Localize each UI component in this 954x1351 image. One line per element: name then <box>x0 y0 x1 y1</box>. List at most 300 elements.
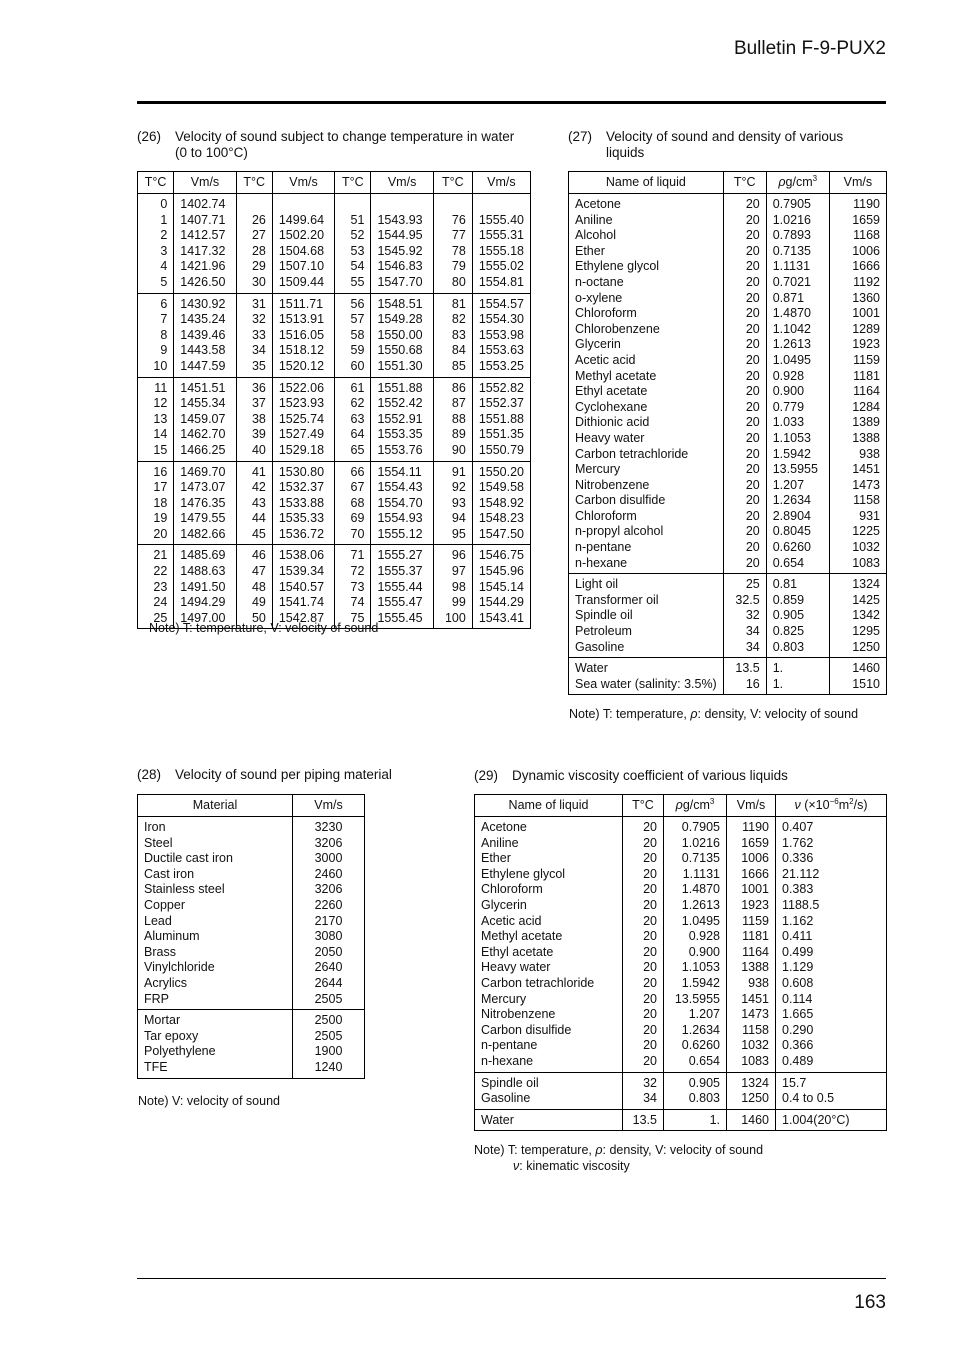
temperature: 13.5 <box>623 1109 664 1131</box>
density: 0.900 <box>664 945 727 961</box>
t26-temp-cell: 69 <box>335 511 371 527</box>
t26-temp-cell: 9 <box>160 343 168 358</box>
table-row <box>569 213 887 229</box>
density: 13.5955 <box>664 992 727 1008</box>
t26-velocity-cell: 1447.59 <box>174 359 236 377</box>
table-row <box>138 293 531 312</box>
table-row <box>138 228 531 244</box>
t26-velocity-cell: 1532.37 <box>272 480 334 496</box>
kinematic-viscosity: 1.004(20°C) <box>776 1109 887 1131</box>
velocity: 1900 <box>293 1044 365 1060</box>
liquid-name: Water <box>575 661 608 676</box>
t27-rho-exp: 3 <box>812 173 818 183</box>
t26-temp-cell: 35 <box>236 359 272 377</box>
density: 1.0216 <box>766 213 829 229</box>
t26-temp-cell: 40 <box>236 443 272 461</box>
t26-temp-cell: 25 <box>153 610 168 625</box>
table-row <box>475 851 887 867</box>
t26-velocity-cell: 1554.30 <box>472 312 530 328</box>
density: 0.7021 <box>766 275 829 291</box>
t26-header-col-5: Vm/s <box>371 172 433 194</box>
liquid-name: Dithionic acid <box>575 415 650 430</box>
t27-group <box>569 574 887 658</box>
t29-header-t: T°C <box>623 795 664 817</box>
t26-temp-cell: 3 <box>160 243 168 258</box>
t27-note-prefix: Note) T: temperature, <box>569 707 691 721</box>
table-row <box>475 914 887 930</box>
t26-temp-cell: 67 <box>335 480 371 496</box>
table-28-note: Note) V: velocity of sound <box>138 1094 280 1108</box>
velocity: 1190 <box>829 194 886 213</box>
t26-temp-cell: 43 <box>236 496 272 512</box>
table-row <box>569 447 887 463</box>
t26-temp-cell: 26 <box>236 213 272 229</box>
density: 1.2613 <box>664 898 727 914</box>
t26-temp-cell: 19 <box>153 511 168 526</box>
liquid-name: Chloroform <box>575 508 637 523</box>
t26-temp-cell <box>236 194 272 213</box>
table-29-number: (29) <box>474 768 499 783</box>
t26-velocity-cell: 1550.79 <box>472 443 530 461</box>
table-row <box>569 228 887 244</box>
t26-velocity-cell: 1488.63 <box>174 564 236 580</box>
t26-velocity-cell: 1502.20 <box>272 228 334 244</box>
density: 1.2634 <box>766 493 829 509</box>
velocity: 2050 <box>293 945 365 961</box>
t26-velocity-cell: 1529.18 <box>272 443 334 461</box>
density: 1. <box>766 658 829 677</box>
temperature: 20 <box>623 1054 664 1072</box>
t26-velocity-cell: 1497.00 <box>174 611 236 629</box>
density: 1.0495 <box>664 914 727 930</box>
velocity: 1360 <box>829 291 886 307</box>
liquid-name: o-xylene <box>575 290 623 305</box>
t26-group <box>138 377 531 461</box>
t26-velocity-cell: 1520.12 <box>272 359 334 377</box>
t26-group <box>138 194 531 294</box>
temperature: 32.5 <box>723 593 766 609</box>
t26-temp-cell: 93 <box>433 496 472 512</box>
table-row <box>138 545 531 564</box>
table-row <box>138 377 531 396</box>
t26-temp-cell: 96 <box>433 545 472 564</box>
t26-velocity-cell: 1527.49 <box>272 427 334 443</box>
temperature: 20 <box>723 213 766 229</box>
table-row <box>138 1044 365 1060</box>
table-row <box>138 945 365 961</box>
table-28-piping-material <box>137 794 365 1079</box>
temperature: 20 <box>723 259 766 275</box>
velocity: 1240 <box>293 1060 365 1078</box>
table-row <box>138 527 531 545</box>
temperature: 20 <box>723 384 766 400</box>
velocity: 2640 <box>293 960 365 976</box>
temperature: 20 <box>723 353 766 369</box>
t27-group <box>569 194 887 574</box>
liquid-name: Sea water (salinity: 3.5%) <box>575 676 717 691</box>
liquid-name: n-hexane <box>575 555 628 570</box>
table-row <box>138 412 531 428</box>
table-row <box>138 960 365 976</box>
velocity: 1666 <box>727 867 776 883</box>
t26-temp-cell: 75 <box>335 611 371 629</box>
temperature: 34 <box>623 1091 664 1109</box>
temperature: 32 <box>623 1072 664 1091</box>
t26-temp-cell: 62 <box>335 396 371 412</box>
t29-nu-pre: (×10 <box>800 797 830 812</box>
table-row <box>569 275 887 291</box>
t26-temp-cell: 60 <box>335 359 371 377</box>
velocity: 1159 <box>727 914 776 930</box>
t26-velocity-cell: 1552.91 <box>371 412 433 428</box>
table-row <box>138 275 531 293</box>
t27-header-v: Vm/s <box>829 172 886 194</box>
t29-header-v: Vm/s <box>727 795 776 817</box>
t26-temp-cell: 31 <box>236 293 272 312</box>
density: 0.803 <box>766 640 829 658</box>
t26-velocity-cell: 1518.12 <box>272 343 334 359</box>
table-row <box>138 836 365 852</box>
t28-header-v: Vm/s <box>293 795 365 817</box>
temperature: 20 <box>623 882 664 898</box>
t29-rho-exp: 3 <box>709 796 715 806</box>
velocity: 1192 <box>829 275 886 291</box>
t26-velocity-cell: 1555.02 <box>472 259 530 275</box>
table-29-caption <box>474 768 874 784</box>
t26-velocity-cell: 1476.35 <box>174 496 236 512</box>
velocity: 1324 <box>727 1072 776 1091</box>
t26-velocity-cell: 1516.05 <box>272 328 334 344</box>
table-row <box>569 369 887 385</box>
liquid-name: Aniline <box>481 835 519 850</box>
t26-temp-cell: 7 <box>160 312 168 327</box>
t26-temp-cell: 22 <box>153 564 168 579</box>
density: 0.905 <box>664 1072 727 1091</box>
t26-velocity-cell: 1553.63 <box>472 343 530 359</box>
t26-velocity-cell: 1455.34 <box>174 396 236 412</box>
temperature: 20 <box>723 337 766 353</box>
density: 0.859 <box>766 593 829 609</box>
table-row <box>475 836 887 852</box>
t26-velocity-cell: 1545.96 <box>472 564 530 580</box>
table-row <box>138 1010 365 1029</box>
temperature: 20 <box>723 291 766 307</box>
t26-velocity-cell: 1555.18 <box>472 244 530 260</box>
t26-velocity-cell <box>371 194 433 213</box>
velocity: 1159 <box>829 353 886 369</box>
t26-temp-cell: 92 <box>433 480 472 496</box>
t26-velocity-cell: 1462.70 <box>174 427 236 443</box>
table-row <box>138 564 531 580</box>
liquid-name: Chlorobenzene <box>575 321 660 336</box>
table-row <box>475 960 887 976</box>
t26-velocity-cell: 1535.33 <box>272 511 334 527</box>
t26-temp-cell: 58 <box>335 328 371 344</box>
t26-velocity-cell: 1555.27 <box>371 545 433 564</box>
t29-nu-exp1: −6 <box>829 796 839 806</box>
liquid-name: Ethyl acetate <box>575 384 648 399</box>
t26-temp-cell: 36 <box>236 377 272 396</box>
table-row <box>138 461 531 480</box>
temperature: 34 <box>723 624 766 640</box>
table-row <box>138 443 531 461</box>
table-row <box>569 658 887 677</box>
velocity: 1032 <box>829 540 886 556</box>
t26-velocity-cell: 1554.57 <box>472 293 530 312</box>
t26-velocity-cell: 1554.11 <box>371 461 433 480</box>
t26-temp-cell: 10 <box>153 358 168 373</box>
t26-temp-cell <box>433 194 472 213</box>
velocity: 1324 <box>829 574 886 593</box>
t26-velocity-cell: 1555.45 <box>371 611 433 629</box>
table-row <box>138 427 531 443</box>
table-row <box>569 337 887 353</box>
table-27-caption <box>568 129 878 161</box>
t29-note2-nu: ν <box>513 1159 520 1173</box>
table-row <box>475 929 887 945</box>
table-row <box>138 580 531 596</box>
density: 1.1131 <box>664 867 727 883</box>
temperature: 20 <box>723 556 766 574</box>
material-name: Brass <box>144 944 176 959</box>
velocity: 931 <box>829 509 886 525</box>
t28-header-material: Material <box>138 795 293 817</box>
table-row <box>569 244 887 260</box>
t26-velocity-cell: 1543.93 <box>371 213 433 229</box>
t26-velocity-cell: 1522.06 <box>272 377 334 396</box>
table-row <box>569 306 887 322</box>
liquid-name: Carbon disulfide <box>575 493 666 508</box>
t26-temp-cell: 4 <box>160 259 168 274</box>
t26-velocity-cell: 1552.82 <box>472 377 530 396</box>
t26-velocity-cell: 1550.00 <box>371 328 433 344</box>
temperature: 20 <box>723 540 766 556</box>
t26-temp-cell: 81 <box>433 293 472 312</box>
table-row <box>475 1072 887 1091</box>
table-row <box>138 259 531 275</box>
t29-rho-unit: g/cm <box>682 797 710 812</box>
table-28-number: (28) <box>137 767 162 782</box>
t26-velocity-cell: 1473.07 <box>174 480 236 496</box>
t26-velocity-cell: 1485.69 <box>174 545 236 564</box>
table-row <box>138 595 531 611</box>
t26-velocity-cell: 1412.57 <box>174 228 236 244</box>
t26-velocity-cell: 1551.30 <box>371 359 433 377</box>
t26-temp-cell: 41 <box>236 461 272 480</box>
table-row <box>138 898 365 914</box>
table-26-caption-text: Velocity of sound subject to change temperature in water (0 to 100°C) <box>175 129 515 160</box>
table-row <box>138 213 531 229</box>
t26-temp-cell: 51 <box>335 213 371 229</box>
liquid-name: Cyclohexane <box>575 399 648 414</box>
liquid-name: Acetone <box>481 820 527 834</box>
temperature: 20 <box>623 992 664 1008</box>
kinematic-viscosity: 1188.5 <box>776 898 887 914</box>
t26-velocity-cell: 1435.24 <box>174 312 236 328</box>
t26-velocity-cell: 1507.10 <box>272 259 334 275</box>
table-row <box>569 608 887 624</box>
temperature: 20 <box>623 898 664 914</box>
table-row <box>138 992 365 1010</box>
t29-note1-rho: ρ <box>595 1143 603 1157</box>
density: 0.81 <box>766 574 829 593</box>
table-row <box>569 353 887 369</box>
velocity: 2260 <box>293 898 365 914</box>
density: 1.033 <box>766 415 829 431</box>
t26-temp-cell: 21 <box>153 548 168 563</box>
t29-rho-symbol: ρ <box>675 797 683 812</box>
top-rule <box>137 101 886 104</box>
t26-velocity-cell: 1430.92 <box>174 293 236 312</box>
t26-temp-cell: 66 <box>335 461 371 480</box>
t29-header-nu <box>776 795 887 817</box>
material-name: Aluminum <box>144 929 200 944</box>
t26-temp-cell: 87 <box>433 396 472 412</box>
t29-group <box>475 1072 887 1109</box>
liquid-name: n-pentane <box>575 540 632 555</box>
kinematic-viscosity: 1.665 <box>776 1007 887 1023</box>
table-26-note: Note) T: temperature, V: velocity of sound <box>149 621 379 635</box>
t26-velocity-cell: 1402.74 <box>174 194 236 213</box>
t26-velocity-cell: 1451.51 <box>174 377 236 396</box>
t26-velocity-cell: 1540.57 <box>272 580 334 596</box>
table-row <box>138 882 365 898</box>
table-28-caption <box>137 767 437 783</box>
t26-temp-cell: 86 <box>433 377 472 396</box>
table-row <box>475 976 887 992</box>
t26-velocity-cell: 1553.76 <box>371 443 433 461</box>
table-27-number: (27) <box>568 129 593 144</box>
kinematic-viscosity: 1.762 <box>776 836 887 852</box>
table-row <box>569 524 887 540</box>
temperature: 20 <box>623 1007 664 1023</box>
density: 0.928 <box>766 369 829 385</box>
velocity: 1659 <box>829 213 886 229</box>
temperature: 20 <box>623 945 664 961</box>
temperature: 20 <box>723 244 766 260</box>
t26-temp-cell: 34 <box>236 343 272 359</box>
t26-temp-cell: 0 <box>160 197 168 211</box>
t26-velocity-cell: 1551.35 <box>472 427 530 443</box>
velocity: 1923 <box>829 337 886 353</box>
material-name: Acrylics <box>144 975 188 990</box>
velocity: 1250 <box>829 640 886 658</box>
t26-temp-cell: 28 <box>236 244 272 260</box>
density: 0.900 <box>766 384 829 400</box>
t26-temp-cell: 57 <box>335 312 371 328</box>
t26-velocity-cell: 1546.83 <box>371 259 433 275</box>
t26-velocity-cell: 1538.06 <box>272 545 334 564</box>
t26-temp-cell: 13 <box>153 411 168 426</box>
t26-velocity-cell: 1552.37 <box>472 396 530 412</box>
t26-temp-cell: 48 <box>236 580 272 596</box>
velocity: 2170 <box>293 914 365 930</box>
t29-group <box>475 1109 887 1131</box>
t26-velocity-cell: 1554.70 <box>371 496 433 512</box>
t26-temp-cell: 27 <box>236 228 272 244</box>
material-name: FRP <box>144 991 169 1006</box>
t27-rho-unit: g/cm <box>785 174 813 189</box>
temperature: 20 <box>723 431 766 447</box>
temperature: 20 <box>723 524 766 540</box>
density: 1.1131 <box>766 259 829 275</box>
t27-note-suffix: : density, V: velocity of sound <box>697 707 859 721</box>
t26-header-col-2: T°C <box>236 172 272 194</box>
t26-velocity-cell: 1549.58 <box>472 480 530 496</box>
table-27-caption-text: Velocity of sound and density of various liquids <box>606 129 844 160</box>
density: 0.6260 <box>664 1038 727 1054</box>
material-name: TFE <box>144 1059 168 1074</box>
t26-group <box>138 293 531 377</box>
liquid-name: Mercury <box>575 462 621 477</box>
density: 1. <box>664 1109 727 1131</box>
temperature: 20 <box>723 306 766 322</box>
t26-velocity-cell: 1439.46 <box>174 328 236 344</box>
velocity: 938 <box>829 447 886 463</box>
density: 1.2613 <box>766 337 829 353</box>
velocity: 1473 <box>727 1007 776 1023</box>
kinematic-viscosity: 0.499 <box>776 945 887 961</box>
density: 0.654 <box>766 556 829 574</box>
velocity: 1158 <box>829 493 886 509</box>
density: 0.7893 <box>766 228 829 244</box>
liquid-name: Methyl acetate <box>481 929 563 944</box>
velocity: 1164 <box>727 945 776 961</box>
t26-temp-cell: 20 <box>153 526 168 541</box>
velocity: 1164 <box>829 384 886 400</box>
table-row <box>138 817 365 836</box>
t26-temp-cell: 29 <box>236 259 272 275</box>
density: 1.5942 <box>766 447 829 463</box>
t26-temp-cell: 38 <box>236 412 272 428</box>
t27-group <box>569 658 887 695</box>
t26-temp-cell: 65 <box>335 443 371 461</box>
table-row <box>569 322 887 338</box>
temperature: 20 <box>623 914 664 930</box>
liquid-name: Glycerin <box>575 337 621 352</box>
t26-velocity-cell: 1525.74 <box>272 412 334 428</box>
velocity: 1181 <box>829 369 886 385</box>
velocity: 1425 <box>829 593 886 609</box>
table-row <box>475 1007 887 1023</box>
t26-temp-cell: 85 <box>433 359 472 377</box>
t26-temp-cell: 39 <box>236 427 272 443</box>
t26-temp-cell: 42 <box>236 480 272 496</box>
velocity: 3230 <box>293 817 365 836</box>
table-row <box>138 328 531 344</box>
t26-velocity-cell: 1499.64 <box>272 213 334 229</box>
density: 2.8904 <box>766 509 829 525</box>
t26-temp-cell: 15 <box>153 442 168 457</box>
t29-nu-post: /s) <box>853 797 868 812</box>
t26-temp-cell: 17 <box>153 480 168 495</box>
t26-temp-cell: 64 <box>335 427 371 443</box>
temperature: 20 <box>623 929 664 945</box>
density: 0.654 <box>664 1054 727 1072</box>
liquid-name: Light oil <box>575 577 619 592</box>
liquid-name: Carbon tetrachloride <box>575 446 689 461</box>
t26-header-col-1: Vm/s <box>174 172 236 194</box>
t26-velocity-cell: 1548.51 <box>371 293 433 312</box>
t26-velocity-cell: 1553.35 <box>371 427 433 443</box>
velocity: 3206 <box>293 836 365 852</box>
t26-temp-cell: 55 <box>335 275 371 293</box>
liquid-name: Water <box>481 1112 514 1127</box>
table-27-note <box>569 706 858 722</box>
kinematic-viscosity: 0.411 <box>776 929 887 945</box>
t26-temp-cell: 1 <box>160 212 168 227</box>
t26-velocity-cell: 1494.29 <box>174 595 236 611</box>
